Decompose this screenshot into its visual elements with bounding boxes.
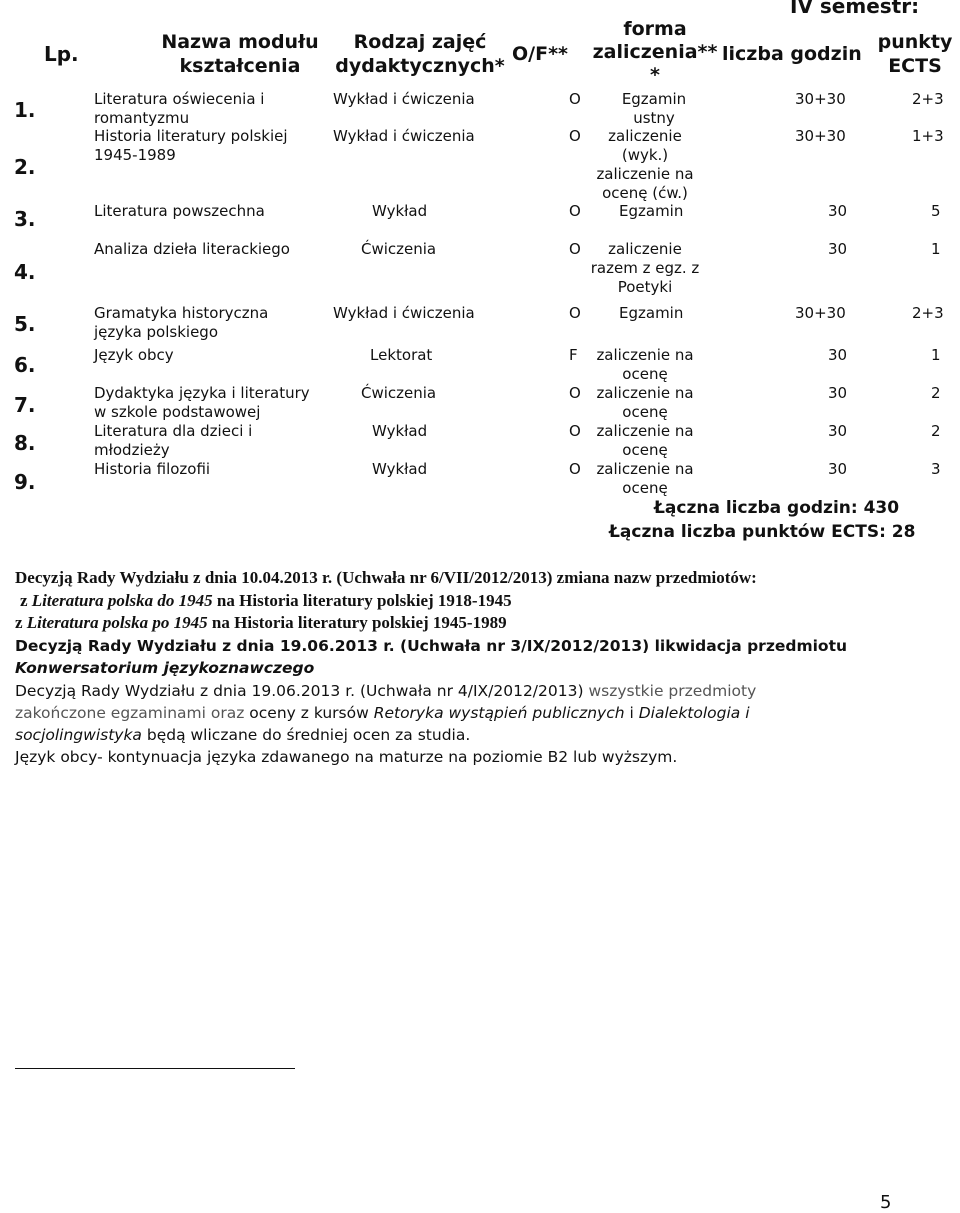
col-header-lp: Lp.	[44, 42, 79, 66]
row-5-hours: 30+30	[795, 304, 846, 322]
row-7-form: zaliczenie na ocenę	[596, 384, 694, 421]
note-rename-1	[20, 590, 512, 612]
note-decision-3	[15, 680, 895, 702]
row-7-ects: 2	[931, 384, 941, 402]
row-4-of: O	[569, 240, 581, 258]
row-8-form: zaliczenie na ocenę	[596, 422, 694, 459]
row-4-form: zaliczenie razem z egz. z Poetyki	[590, 240, 700, 296]
row-number: 5.	[14, 312, 36, 336]
row-2-name: Historia literatury polskiej 1945-1989	[94, 127, 288, 164]
row-1-hours: 30+30	[795, 90, 846, 108]
row-3-ects: 5	[931, 202, 941, 220]
row-2-ects: 1+3	[912, 127, 944, 145]
note-course-rhetoric: Retoryka wystąpień publicznych	[373, 704, 625, 722]
row-number: 8.	[14, 431, 36, 455]
row-1-type: Wykład i ćwiczenia	[333, 90, 475, 108]
note-course-dialectology: Dialektologia i	[638, 704, 750, 722]
note-rename-1-old-title: Literatura polska do 1945	[31, 591, 213, 610]
note-decision-3-end: wszystkie przedmioty	[588, 682, 757, 700]
row-3-type: Wykład	[372, 202, 428, 220]
row-4-name: Analiza dzieła literackiego	[94, 240, 290, 258]
row-8-name: Literatura dla dzieci i młodzieży	[94, 422, 253, 459]
row-1-form: Egzamin ustny	[621, 90, 687, 127]
note-rename-2-prefix: z	[15, 613, 27, 632]
row-4-type: Ćwiczenia	[361, 240, 437, 258]
note-rename-2-new-title: na Historia literatury polskiej 1945-1989	[207, 613, 507, 632]
col-header-class-type: Rodzaj zajęć dydaktycznych*	[335, 31, 505, 77]
row-9-name: Historia filozofii	[94, 460, 211, 478]
row-7-of: O	[569, 384, 581, 402]
row-9-form: zaliczenie na ocenę	[596, 460, 694, 497]
row-4-hours: 30	[828, 240, 848, 258]
row-8-ects: 2	[931, 422, 941, 440]
row-9-hours: 30	[828, 460, 848, 478]
row-1-name: Literatura oświecenia i romantyzmu	[94, 90, 265, 127]
col-header-of: O/F**	[512, 43, 568, 65]
col-header-module-name: Nazwa modułu kształcenia	[161, 31, 319, 77]
row-5-form: Egzamin	[619, 304, 684, 322]
row-7-type: Ćwiczenia	[361, 384, 437, 402]
note-foreign-language: Język obcy- kontynuacja języka zdawanego na maturze na poziomie B2 lub wyższym.	[15, 748, 678, 766]
row-3-name: Literatura powszechna	[94, 202, 265, 220]
row-9-of: O	[569, 460, 581, 478]
row-6-form: zaliczenie na ocenę	[596, 346, 694, 383]
row-4-ects: 1	[931, 240, 941, 258]
row-6-hours: 30	[828, 346, 848, 364]
row-5-type: Wykład i ćwiczenia	[333, 304, 475, 322]
row-2-form: zaliczenie (wyk.) zaliczenie na ocenę (ćw.)	[596, 127, 694, 202]
row-6-type: Lektorat	[370, 346, 433, 364]
row-1-of: O	[569, 90, 581, 108]
row-number: 2.	[14, 155, 36, 179]
row-6-name: Język obcy	[94, 346, 174, 364]
note-decision-3-line-3	[15, 724, 470, 746]
note-line-2-d: i	[624, 704, 639, 722]
note-rename-1-new-title: na Historia literatury polskiej 1918-1945	[212, 591, 512, 610]
row-7-name: Dydaktyka języka i literatury w szkole podstawowej	[94, 384, 310, 421]
note-course-sociolinguistics: socjolingwistyka	[15, 726, 142, 744]
row-8-hours: 30	[828, 422, 848, 440]
row-3-of: O	[569, 202, 581, 220]
col-header-form: forma zaliczenia** *	[592, 18, 718, 86]
row-8-type: Wykład	[372, 422, 428, 440]
note-line-3-b: będą wliczane do średniej ocen za studia.	[141, 726, 471, 744]
note-rename-2	[15, 612, 507, 634]
row-8-of: O	[569, 422, 581, 440]
row-5-name: Gramatyka historyczna języka polskiego	[94, 304, 269, 341]
row-3-form: Egzamin	[619, 202, 684, 220]
row-7-hours: 30	[828, 384, 848, 402]
row-6-ects: 1	[931, 346, 941, 364]
page-number: 5	[880, 1192, 892, 1213]
row-5-of: O	[569, 304, 581, 322]
row-3-hours: 30	[828, 202, 848, 220]
row-9-type: Wykład	[372, 460, 428, 478]
note-line-2-b: oceny z kursów	[244, 704, 374, 722]
note-decision-3-start: Decyzją Rady Wydziału z dnia 19.06.2013 r. (Uchwała nr 4/IX/2012/2013)	[15, 682, 589, 700]
total-ects: Łączna liczba punktów ECTS: 28	[609, 522, 916, 542]
note-decision-2: Decyzją Rady Wydziału z dnia 19.06.2013 r. (Uchwała nr 3/IX/2012/2013) likwidacja przedmiotu	[15, 637, 848, 655]
row-5-ects: 2+3	[912, 304, 944, 322]
note-decision-1: Decyzją Rady Wydziału z dnia 10.04.2013 r. (Uchwała nr 6/VII/2012/2013) zmiana nazw przedmiotów:	[15, 568, 757, 587]
row-2-type: Wykład i ćwiczenia	[333, 127, 475, 145]
col-header-hours: liczba godzin	[722, 43, 862, 65]
note-line-2-a: zakończone egzaminami oraz	[15, 704, 245, 722]
row-number: 9.	[14, 470, 36, 494]
row-9-ects: 3	[931, 460, 941, 478]
note-rename-1-prefix: z	[20, 591, 32, 610]
row-6-of: F	[569, 346, 578, 364]
total-hours: Łączna liczba godzin: 430	[654, 498, 900, 518]
row-2-hours: 30+30	[795, 127, 846, 145]
row-number: 7.	[14, 393, 36, 417]
note-decision-3-line-2	[15, 702, 895, 724]
semester-label: IV semestr:	[790, 0, 920, 18]
row-number: 1.	[14, 98, 36, 122]
row-number: 4.	[14, 260, 36, 284]
row-number: 6.	[14, 353, 36, 377]
row-number: 3.	[14, 207, 36, 231]
note-rename-2-old-title: Literatura polska po 1945	[26, 613, 208, 632]
footnote-divider	[15, 1068, 295, 1069]
row-2-of: O	[569, 127, 581, 145]
note-liquidated-subject: Konwersatorium językoznawczego	[15, 659, 315, 677]
col-header-ects: punkty ECTS	[877, 31, 953, 77]
row-1-ects: 2+3	[912, 90, 944, 108]
